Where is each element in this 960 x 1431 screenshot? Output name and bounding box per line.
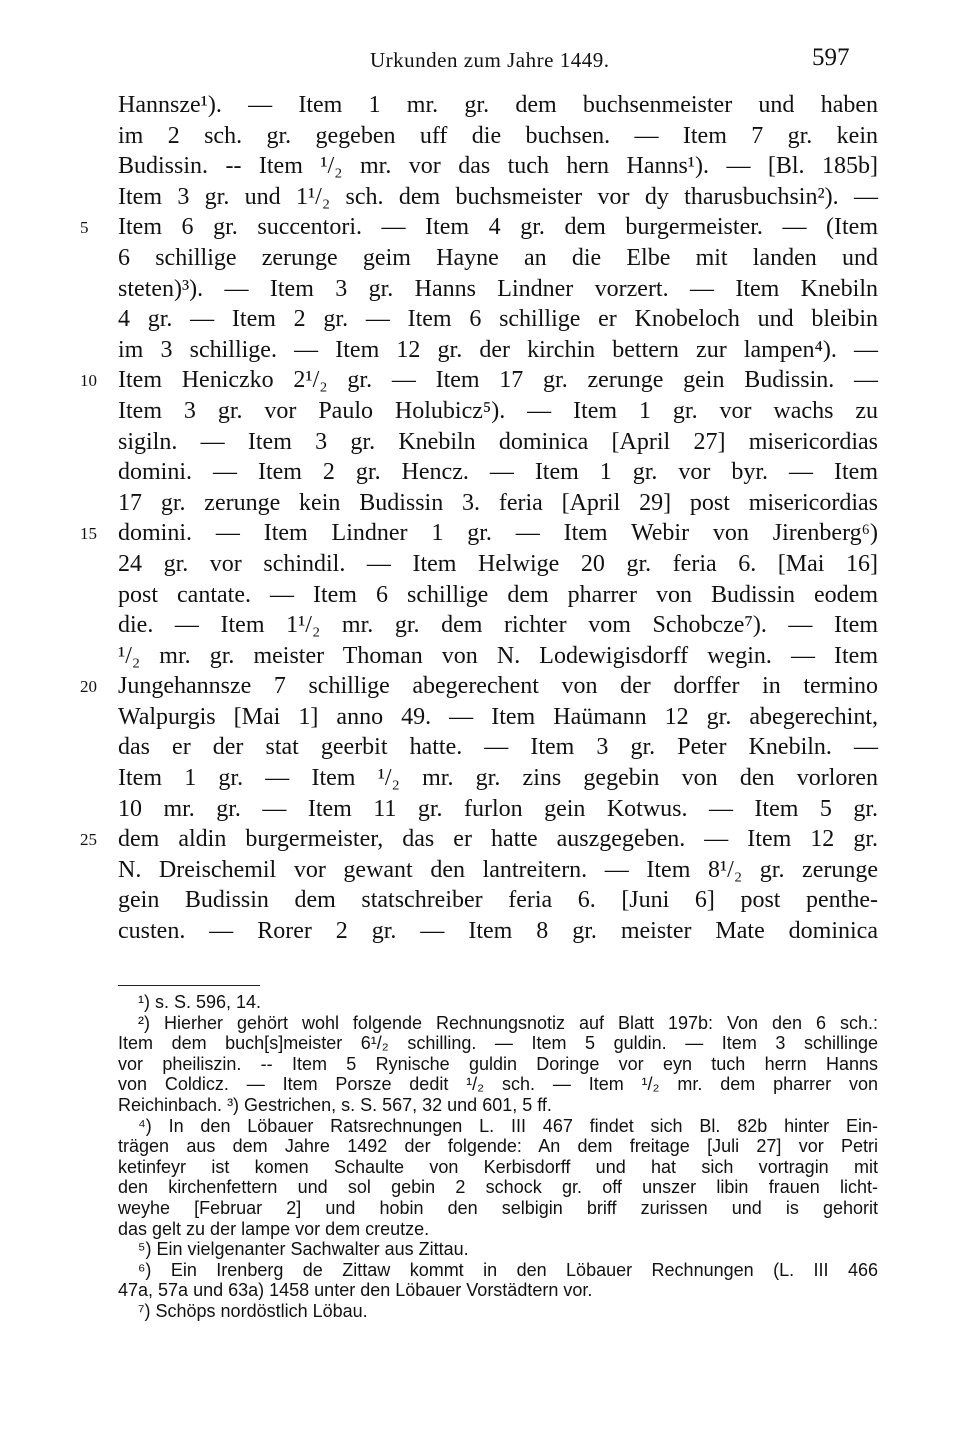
text-line <box>118 304 878 335</box>
footnote-line <box>118 1280 878 1301</box>
line-text: 10 mr. gr. — Item 11 gr. furlon gein Kotwus. — Item 5 gr. <box>118 795 878 822</box>
footnote-line <box>118 1219 878 1240</box>
footnote-text: ketinfeyr ist komen Schaulte von Kerbisdorff und hat sich vortragin mit <box>118 1156 878 1177</box>
text-line <box>118 794 878 825</box>
footnote-text: weyhe [Februar 2] und hobin den selbigin briff zurissen und is gehorit <box>118 1197 878 1218</box>
footnote-text: vor pheiliszin. -- Item 5 Rynische guldin Doringe vor eyn tuch herrn Hanns <box>118 1053 878 1074</box>
footnote-line <box>118 1013 878 1034</box>
footnote-line <box>118 1301 878 1322</box>
footnote-line <box>118 1116 878 1137</box>
line-number: 25 <box>80 830 97 850</box>
text-line <box>118 610 878 641</box>
line-text: domini. — Item 2 gr. Hencz. — Item 1 gr. vor byr. — Item <box>118 459 878 486</box>
text-line <box>118 182 878 213</box>
line-text: N. Dreischemil vor gewant den lantreitern. — Item 8¹/₂ gr. zerunge <box>118 856 878 883</box>
line-text: Item Heniczko 2¹/₂ gr. — Item 17 gr. zerunge gein Budissin. — <box>118 367 878 394</box>
line-number: 10 <box>80 371 97 391</box>
footnote-line <box>118 1177 878 1198</box>
text-line <box>80 518 878 549</box>
running-header <box>0 40 960 80</box>
line-text: die. — Item 1¹/₂ mr. gr. dem richter vom Schobcze⁷). — Item <box>118 612 878 639</box>
text-line <box>118 335 878 366</box>
line-text: im 3 schillige. — Item 12 gr. der kirchin bettern zur lampen⁴). — <box>118 336 878 363</box>
footnote-line <box>118 1157 878 1178</box>
text-line <box>118 151 878 182</box>
text-line <box>80 671 878 702</box>
footnote-line <box>118 1095 878 1116</box>
footnotes-block <box>118 992 878 1322</box>
text-line <box>118 885 878 916</box>
text-line <box>80 365 878 396</box>
footnote-line <box>118 1239 878 1260</box>
line-text: gein Budissin dem statschreiber feria 6. [Juni 6] post penthe- <box>118 887 878 914</box>
line-text: Item 6 gr. succentori. — Item 4 gr. dem burgermeister. — (Item <box>118 214 878 241</box>
line-text: das er der stat geerbit hatte. — Item 3 gr. Peter Knebiln. — <box>118 734 878 761</box>
line-text: custen. — Rorer 2 gr. — Item 8 gr. meister Mate dominica <box>118 918 878 945</box>
line-text: 24 gr. vor schindil. — Item Helwige 20 gr. feria 6. [Mai 16] <box>118 550 878 577</box>
page-number: 597 <box>812 44 850 71</box>
running-title: Urkunden zum Jahre 1449. <box>370 48 610 72</box>
footnote-line <box>118 1136 878 1157</box>
line-text: post cantate. — Item 6 schillige dem pharrer von Budissin eodem <box>118 581 878 608</box>
footnote-separator <box>118 985 260 986</box>
text-line <box>118 90 878 121</box>
line-text: 17 gr. zerunge kein Budissin 3. feria [April 29] post misericordias <box>118 489 878 516</box>
footnote-line <box>118 992 878 1013</box>
text-line <box>118 396 878 427</box>
text-line <box>118 916 878 947</box>
footnote-line <box>118 1074 878 1095</box>
text-line <box>118 763 878 794</box>
line-text: steten)³). — Item 3 gr. Hanns Lindner vorzert. — Item Knebiln <box>118 275 878 302</box>
line-text: domini. — Item Lindner 1 gr. — Item Webir von Jirenberg⁶) <box>118 520 878 547</box>
footnote-text: ⁵) Ein vielgenanter Sachwalter aus Zittau. <box>138 1239 469 1260</box>
text-line <box>80 212 878 243</box>
line-text: Budissin. -- Item ¹/₂ mr. vor das tuch hern Hanns¹). — [Bl. 185b] <box>118 153 878 180</box>
text-line <box>118 457 878 488</box>
line-text: 4 gr. — Item 2 gr. — Item 6 schillige er Knobeloch und bleibin <box>118 306 878 333</box>
footnote-line <box>118 1198 878 1219</box>
line-text: Item 3 gr. vor Paulo Holubicz⁵). — Item 1 gr. vor wachs zu <box>118 397 878 424</box>
footnote-text: ²) Hierher gehört wohl folgende Rechnungsnotiz auf Blatt 197b: Von den 6 sch.: <box>138 1012 878 1033</box>
text-line <box>118 274 878 305</box>
text-line <box>80 824 878 855</box>
line-text: Hannsze¹). — Item 1 mr. gr. dem buchsenmeister und haben <box>118 92 878 118</box>
text-line <box>118 427 878 458</box>
text-line <box>118 121 878 152</box>
footnote-text: 47a, 57a und 63a) 1458 unter den Löbauer Vorstädtern vor. <box>118 1280 593 1301</box>
line-text: 6 schillige zerunge geim Hayne an die Elbe mit landen und <box>118 244 878 271</box>
footnote-line <box>118 1054 878 1075</box>
line-text: sigiln. — Item 3 gr. Knebiln dominica [April 27] misericordias <box>118 428 878 455</box>
footnote-text: ⁷) Schöps nordöstlich Löbau. <box>138 1300 368 1321</box>
text-line <box>118 580 878 611</box>
line-text: Item 1 gr. — Item ¹/₂ mr. gr. zins gegebin von den vorloren <box>118 765 878 792</box>
line-text: ¹/₂ mr. gr. meister Thoman von N. Lodewigisdorff wegin. — Item <box>118 642 878 669</box>
line-text: im 2 sch. gr. gegeben uff die buchsen. — Item 7 gr. kein <box>118 122 878 149</box>
footnote-text: Item dem buch[s]meister 6¹/₂ schilling. — Item 5 guldin. — Item 3 schillinge <box>118 1033 878 1054</box>
line-text: Jungehannsze 7 schillige abegerechent von der dorffer in termino <box>118 673 878 700</box>
text-line <box>118 243 878 274</box>
footnote-text: trägen aus dem Jahre 1492 der folgende: An dem freitage [Juli 27] vor Petri <box>118 1136 878 1157</box>
footnote-text: das gelt zu der lampe vor dem creutze. <box>118 1218 430 1239</box>
line-text: Item 3 gr. und 1¹/₂ sch. dem buchsmeister vor dy tharusbuchsin²). — <box>118 183 878 210</box>
line-number: 20 <box>80 677 97 697</box>
footnote-line <box>118 1033 878 1054</box>
main-text-block <box>80 90 878 947</box>
line-number: 5 <box>80 218 89 238</box>
footnote-text: ¹) s. S. 596, 14. <box>138 992 262 1012</box>
line-text: dem aldin burgermeister, das er hatte auszgegeben. — Item 12 gr. <box>118 826 878 853</box>
line-text: Walpurgis [Mai 1] anno 49. — Item Haümann 12 gr. abegerechint, <box>118 703 878 730</box>
text-line <box>118 702 878 733</box>
footnote-text: von Coldicz. — Item Porsze dedit ¹/₂ sch. — Item ¹/₂ mr. dem pharrer von <box>118 1074 878 1095</box>
text-line <box>118 855 878 886</box>
text-line <box>118 732 878 763</box>
footnote-text: den kirchenfettern und sol gebin 2 schock gr. off unszer libin frauen licht- <box>118 1177 878 1198</box>
footnote-line <box>118 1260 878 1281</box>
footnote-text: ⁶) Ein Irenberg de Zittaw kommt in den Löbauer Rechnungen (L. III 466 <box>138 1259 878 1280</box>
text-line <box>118 549 878 580</box>
text-line <box>118 488 878 519</box>
line-number: 15 <box>80 524 97 544</box>
footnote-text: ⁴) In den Löbauer Ratsrechnungen L. III 467 findet sich Bl. 82b hinter Ein- <box>138 1115 878 1136</box>
text-line <box>118 641 878 672</box>
footnote-text: Reichinbach. ³) Gestrichen, s. S. 567, 32 und 601, 5 ff. <box>118 1094 552 1115</box>
